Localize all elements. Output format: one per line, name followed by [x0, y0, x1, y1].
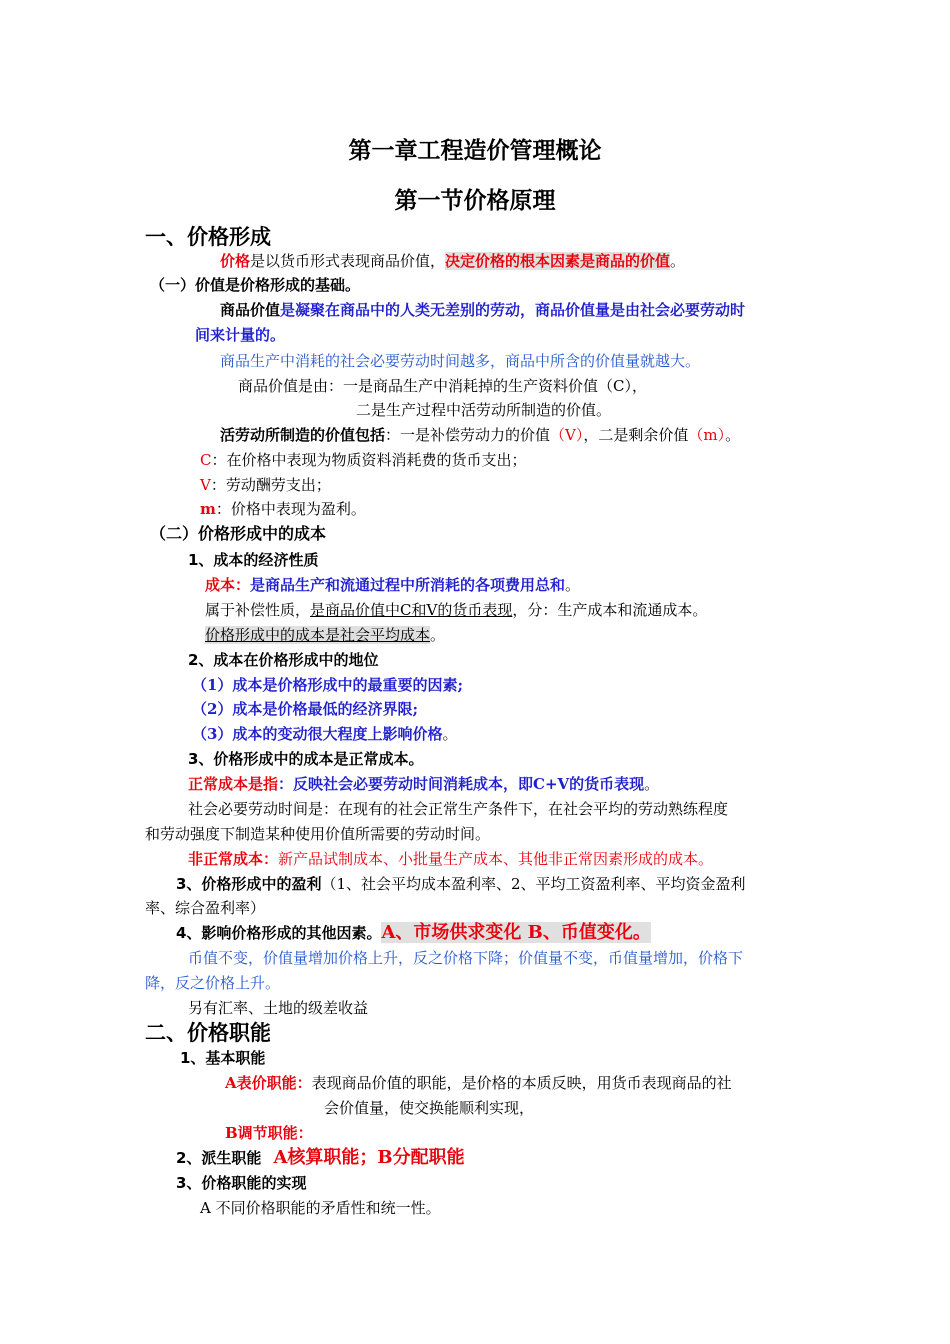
labor-value: 活劳动所制造的价值包括：一是补偿劳动力的价值（V），二是剩余价值（m）。: [220, 426, 741, 444]
cost-economic-nature: 1、成本的经济性质: [188, 551, 319, 569]
section-title: 第一节价格原理: [394, 187, 556, 214]
cost-definition: 成本：是商品生产和流通过程中所消耗的各项费用总和。: [205, 576, 581, 594]
cost-position-item-2: （2）成本是价格最低的经济界限;: [192, 700, 418, 718]
derived-functions: 2、派生职能 A核算职能；B分配职能: [176, 1147, 465, 1168]
other-factors: 4、影响价格形成的其他因素。A、市场供求变化 B、币值变化。: [176, 922, 651, 943]
labor-time-2: 和劳动强度下制造某种使用价值所需要的劳动时间。: [145, 825, 491, 843]
cost-nature: 属于补偿性质，是商品价值中C和V的货币表现，分：生产成本和流通成本。: [205, 601, 708, 619]
profit-line-cont: 率、综合盈利率）: [145, 899, 266, 917]
subheading-cost: （二）价格形成中的成本: [150, 524, 327, 543]
value-composition-1: 商品价值是由：一是商品生产中消耗掉的生产资料价值（C），: [238, 377, 647, 395]
page-title: 第一章工程造价管理概论: [348, 137, 602, 164]
function-a: A表价职能：表现商品价值的职能，是价格的本质反映，用货币表现商品的社: [225, 1074, 732, 1092]
basic-functions: 1、基本职能: [180, 1049, 266, 1067]
intro-line: 价格是以货币形式表现商品价值，决定价格的根本因素是商品的价值。: [220, 252, 686, 270]
subheading-value-basis: （一）价值是价格形成的基础。: [150, 276, 361, 294]
function-realization: 3、价格职能的实现: [176, 1174, 307, 1192]
currency-effect-1: 币值不变，价值量增加价格上升，反之价格下降；价值量不变，币值量增加，价格下: [188, 949, 744, 967]
value-definition-cont: 间来计量的。: [195, 326, 286, 344]
function-realization-a: A 不同价格职能的矛盾性和统一性。: [200, 1199, 441, 1217]
value-definition: 商品价值是凝聚在商品中的人类无差别的劳动，商品价值量是由社会必要劳动时: [220, 301, 746, 319]
normal-cost-definition: 正常成本是指：反映社会必要劳动时间消耗成本，即C+V的货币表现。: [188, 775, 660, 793]
c-definition: C：在价格中表现为物质资料消耗费的货币支出；: [200, 451, 527, 469]
abnormal-cost: 非正常成本：新产品试制成本、小批量生产成本、其他非正常因素形成的成本。: [188, 850, 714, 868]
m-definition: m：价格中表现为盈利。: [200, 500, 366, 518]
currency-effect-2: 降，反之价格上升。: [145, 974, 281, 992]
cost-position-item-1: （1）成本是价格形成中的最重要的因素;: [192, 676, 463, 694]
function-b: B调节职能：: [225, 1124, 313, 1142]
normal-cost-title: 3、价格形成中的成本是正常成本。: [188, 750, 424, 768]
value-more: 商品生产中消耗的社会必要劳动时间越多，商品中所含的价值量就越大。: [220, 352, 701, 370]
extra-factors: 另有汇率、土地的级差收益: [188, 999, 369, 1017]
cost-average: 价格形成中的成本是社会平均成本。: [205, 626, 446, 644]
cost-position-title: 2、成本在价格形成中的地位: [188, 651, 379, 669]
heading-price-formation: 一、价格形成: [145, 224, 271, 249]
profit-line: 3、价格形成中的盈利（1、社会平均成本盈利率、2、平均工资盈利率、平均资金盈利: [176, 875, 746, 893]
value-composition-2: 二是生产过程中活劳动所制造的价值。: [356, 401, 612, 419]
v-definition: V：劳动酬劳支出；: [200, 476, 331, 494]
function-a-cont: 会价值量，使交换能顺利实现，: [324, 1099, 535, 1117]
heading-price-functions: 二、价格职能: [145, 1020, 271, 1045]
cost-position-item-3: （3）成本的变动很大程度上影响价格。: [192, 725, 458, 743]
labor-time-1: 社会必要劳动时间是：在现有的社会正常生产条件下，在社会平均的劳动熟练程度: [188, 800, 729, 818]
